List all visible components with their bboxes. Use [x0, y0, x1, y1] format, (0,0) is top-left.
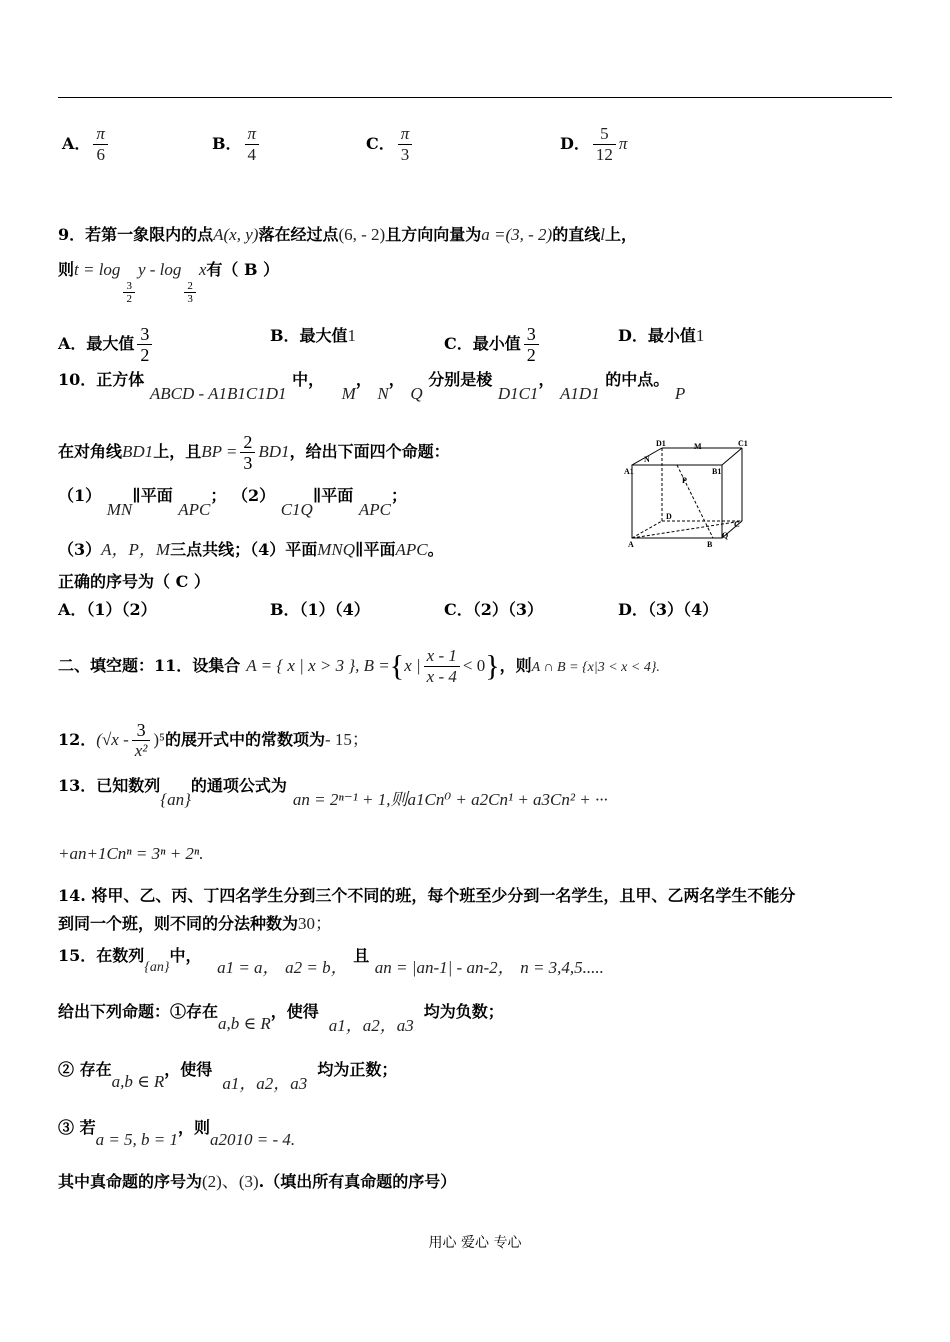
fig-label-3: N: [644, 455, 650, 464]
q8-option-b: B． $\frac{\pi}{4}$: [212, 124, 262, 165]
q14-line1: 14. 将甲、乙、丙、丁四名学生分到三个不同的班，每个班至少分到一名学生，且甲、乙两名学生不能分: [58, 886, 796, 905]
fig-label-8: C: [734, 520, 740, 529]
q10-options: [58, 598, 892, 624]
q10-line2: 在对角线BD1上，且BP = $\frac{2}{3}$ BD1，给出下面四个命题：: [58, 432, 450, 473]
q10-option-d: D．（3）（4）: [618, 600, 719, 619]
page-footer: 用心 爱心 专心: [428, 1235, 522, 1251]
fig-label-9: A: [628, 540, 634, 549]
fig-label-11: Q: [722, 531, 729, 540]
q8-option-c: C． $\frac{\pi}{3}$: [366, 124, 415, 165]
q15-line1: 15．在数列{an}中， a1 = a， a2 = b， 且 an = |an-1| - an-2， n = 3,4,5.....: [58, 946, 604, 977]
q10-answer: 正确的序号为（ C ）: [58, 572, 210, 591]
fig-label-0: D1: [656, 440, 666, 448]
q9-line2: 则t = log $\frac{3}{2}$ y - log $\frac{2}{3}$ x有（ B ）: [58, 260, 280, 305]
top-rule: [58, 97, 892, 98]
q15-line3: ② 存在a,b ∈ R，使得a1，a2，a3均为正数；: [58, 1060, 398, 1093]
fig-label-2: C1: [738, 440, 748, 448]
q10-prop-3-4: （3）A，P，M三点共线；（4）平面MNQ∥平面APC。: [58, 540, 444, 559]
q9-line1: 9．若第一象限内的点A(x, y)落在经过点(6, - 2)且方向向量为a =(3, - 2)的直线l上，: [58, 225, 637, 244]
cube-figure: [622, 440, 752, 552]
fig-label-7: D: [666, 512, 672, 521]
q8-options: [58, 112, 892, 164]
q10-option-c: C．（2）（3）: [444, 600, 544, 619]
q13-line1: 13．已知数列{an}的通项公式为an = 2ⁿ⁻¹ + 1,则a1Cn⁰ + a2Cn¹ + a3Cn² + ···: [58, 776, 608, 809]
q8-option-d: D． $\frac{5}{12}$ π: [560, 124, 628, 164]
q14-line2: 到同一个班，则不同的分法种数为30；: [58, 914, 333, 933]
fig-label-6: B1: [712, 467, 722, 476]
q9-option-b: B．最大值1: [270, 326, 357, 345]
q12-line: 12．(√x - $\frac{3}{\text{x²}}$ )⁵的展开式中的常数项为- 15；: [58, 720, 369, 760]
q15-line2: 给出下列命题：①存在a,b ∈ R，使得a1，a2，a3均为负数；: [58, 1002, 504, 1035]
q9-option-d: D．最小值1: [618, 326, 705, 345]
q13-line2: +an+1Cnⁿ = 3ⁿ + 2ⁿ.: [58, 844, 204, 863]
q10-line1: 10．正方体 ABCD - A1B1C1D1 中， M， N， Q 分别是棱 D1C1， A1D1 的中点。 P: [58, 370, 686, 403]
fig-label-1: M: [694, 442, 702, 451]
q10-option-b: B．（1）（4）: [270, 600, 370, 619]
fig-label-10: B: [707, 540, 713, 549]
q10-prop-1-2: （1） MN∥平面 APC； （2） C1Q∥平面 APC；: [58, 486, 408, 519]
q15-line5: 其中真命题的序号为(2)、(3).（填出所有真命题的序号）: [58, 1172, 457, 1191]
q15-line4: ③ 若a = 5, b = 1，则a2010 = - 4.: [58, 1118, 296, 1149]
q9-option-c: C．最小值 $\frac{3}{2}$: [444, 324, 542, 365]
q9-options: [58, 312, 892, 364]
q11-line: 二、填空题：11．设集合 A = { x | x > 3 }, B ={x | $\frac{x - 1}{x - 4}$ < 0}，则A ∩ B = {x|3 < x < 4}.: [58, 646, 660, 686]
q8-option-a: A． $\frac{\pi}{6}$: [62, 124, 111, 165]
fig-label-5: P: [682, 476, 687, 485]
q10-option-a: A．（1）（2）: [58, 600, 157, 619]
q9-option-a: A．最大值 $\frac{3}{2}$: [58, 324, 155, 365]
fig-label-4: A1: [624, 467, 634, 476]
